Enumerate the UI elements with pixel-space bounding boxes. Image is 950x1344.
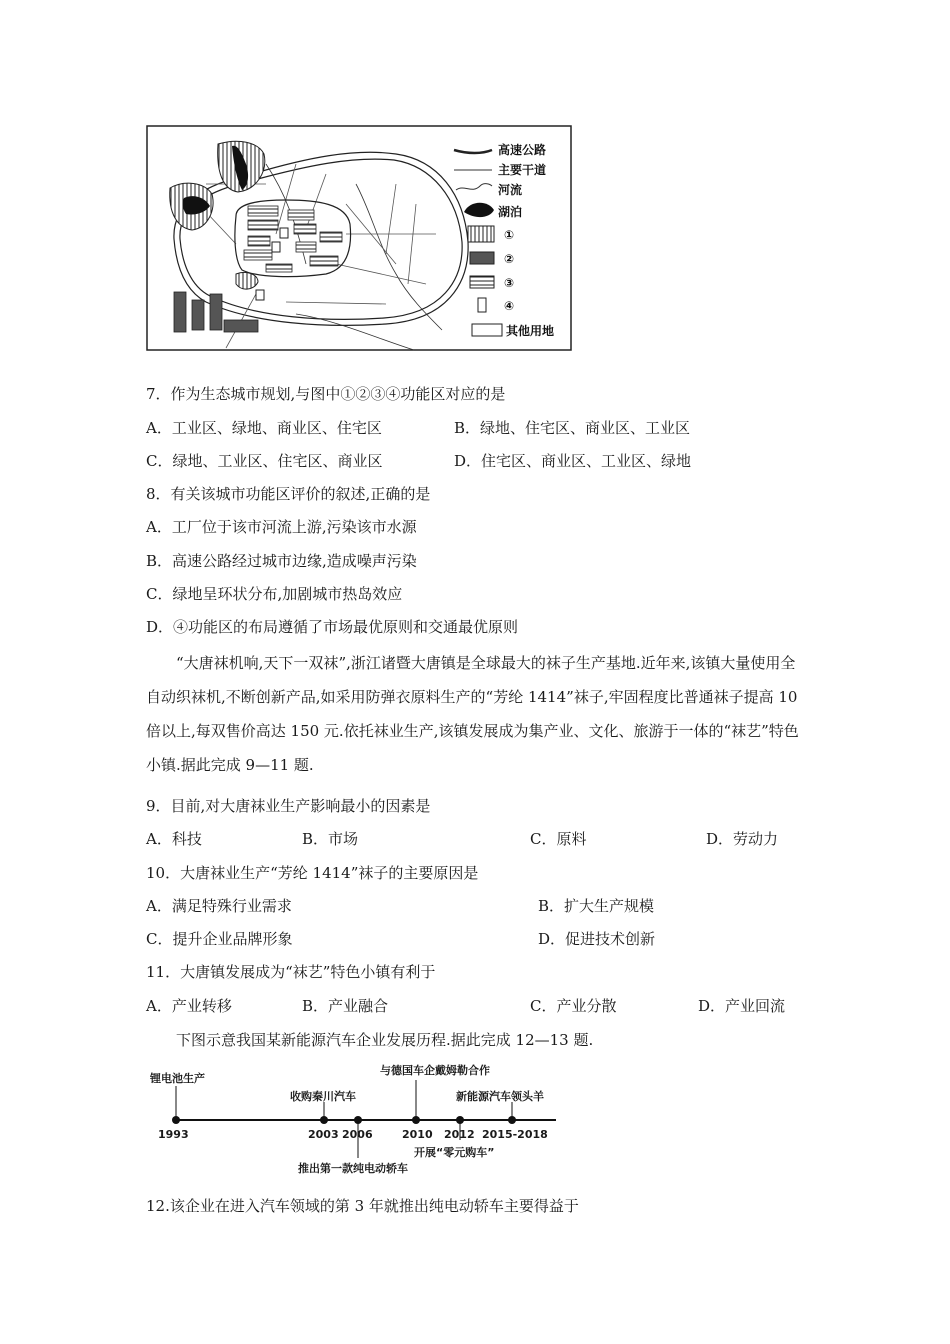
- q12-stem: 12.该企业在进入汽车领域的第 3 年就推出纯电动轿车主要得益于: [146, 1197, 579, 1215]
- legend-zone4-label: ④: [504, 299, 515, 313]
- q8-stem: 8．有关该城市功能区评价的叙述,正确的是: [146, 485, 431, 503]
- q10-option-c: C．提升企业品牌形象: [146, 930, 293, 948]
- legend-zone3-label: ③: [504, 276, 515, 290]
- q7-stem: 7．作为生态城市规划,与图中①②③④功能区对应的是: [146, 385, 506, 403]
- q10-option-a: A．满足特殊行业需求: [146, 897, 292, 915]
- legend-highway-label: 高速公路: [498, 143, 547, 157]
- q8-option-d: D．④功能区的布局遵循了市场最优原则和交通最优原则: [146, 618, 519, 636]
- timeline-year-2010: 2010: [402, 1128, 433, 1141]
- q10-stem: 10．大唐袜业生产“芳纶 1414”袜子的主要原因是: [146, 864, 479, 882]
- q8-option-a: A．工厂位于该市河流上游,污染该市水源: [146, 518, 417, 536]
- q9-option-d: D．劳动力: [706, 830, 779, 848]
- timeline-event-2003: 收购秦川汽车: [290, 1090, 356, 1103]
- timeline-year-2006: 2006: [342, 1128, 373, 1141]
- timeline-event-2006: 推出第一款纯电动轿车: [298, 1162, 408, 1175]
- passage-ev-company: 下图示意我国某新能源汽车企业发展历程.据此完成 12—13 题.: [176, 1031, 594, 1049]
- timeline-event-2012: 开展“零元购车”: [414, 1146, 495, 1159]
- legend-zone4-symbol: [478, 298, 486, 312]
- passage-datang-socks: “大唐袜机响,天下一双袜”,浙江诸暨大唐镇是全球最大的袜子生产基地.近年来,该镇大量使用全自动织袜机,不断创新产品,如采用防弹衣原料生产的“芳纶 1414”袜子,牢固程度比普通袜子提高 10 倍以上,每双售价高达 150 元.依托袜业生产,该镇发展成为集产业、文化、旅游于一体的“袜艺”特色小镇.据此完成 9—11 题.: [146, 654, 799, 774]
- q7-option-c: C．绿地、工业区、住宅区、商业区: [146, 452, 383, 470]
- legend-other-symbol: [472, 324, 502, 336]
- timeline-year-2003: 2003: [308, 1128, 339, 1141]
- q10-option-b: B．扩大生产规模: [538, 897, 655, 915]
- q8-option-c: C．绿地呈环状分布,加剧城市热岛效应: [146, 585, 403, 603]
- q9-option-c: C．原料: [530, 830, 587, 848]
- q8-option-b: B．高速公路经过城市边缘,造成噪声污染: [146, 552, 417, 570]
- q11-option-a: A．产业转移: [146, 997, 232, 1015]
- q7-option-d: D．住宅区、商业区、工业区、绿地: [454, 452, 692, 470]
- q7-option-b: B．绿地、住宅区、商业区、工业区: [454, 419, 691, 437]
- q11-option-b: B．产业融合: [302, 997, 389, 1015]
- company-timeline: [146, 1058, 566, 1178]
- legend-zone1-label: ①: [504, 228, 515, 242]
- legend-road-label: 主要干道: [498, 163, 547, 177]
- timeline-event-2010: 与德国车企戴姆勒合作: [380, 1064, 490, 1077]
- q9-option-a: A．科技: [146, 830, 202, 848]
- timeline-event-2015: 新能源汽车领头羊: [456, 1090, 544, 1103]
- timeline-event-1993: 锂电池生产: [150, 1072, 205, 1085]
- legend-other-label: 其他用地: [506, 324, 555, 338]
- legend-zone2-label: ②: [504, 252, 515, 266]
- legend-lake-label: 湖泊: [498, 205, 523, 219]
- legend-zone2-symbol: [470, 252, 494, 264]
- q11-stem: 11．大唐镇发展成为“袜艺”特色小镇有利于: [146, 963, 436, 981]
- q11-option-d: D．产业回流: [698, 997, 786, 1015]
- timeline-year-2012: 2012: [444, 1128, 475, 1141]
- city-planning-map: [146, 124, 574, 352]
- q9-stem: 9．目前,对大唐袜业生产影响最小的因素是: [146, 797, 431, 815]
- timeline-year-1993: 1993: [158, 1128, 189, 1141]
- legend-zone3-symbol: [470, 276, 494, 288]
- q9-option-b: B．市场: [302, 830, 359, 848]
- legend-zone1-symbol: [468, 226, 494, 242]
- q7-option-a: A．工业区、绿地、商业区、住宅区: [146, 419, 382, 437]
- q10-option-d: D．促进技术创新: [538, 930, 656, 948]
- legend-river-label: 河流: [498, 183, 523, 197]
- timeline-year-2015-2018: 2015-2018: [482, 1128, 548, 1141]
- q11-option-c: C．产业分散: [530, 997, 617, 1015]
